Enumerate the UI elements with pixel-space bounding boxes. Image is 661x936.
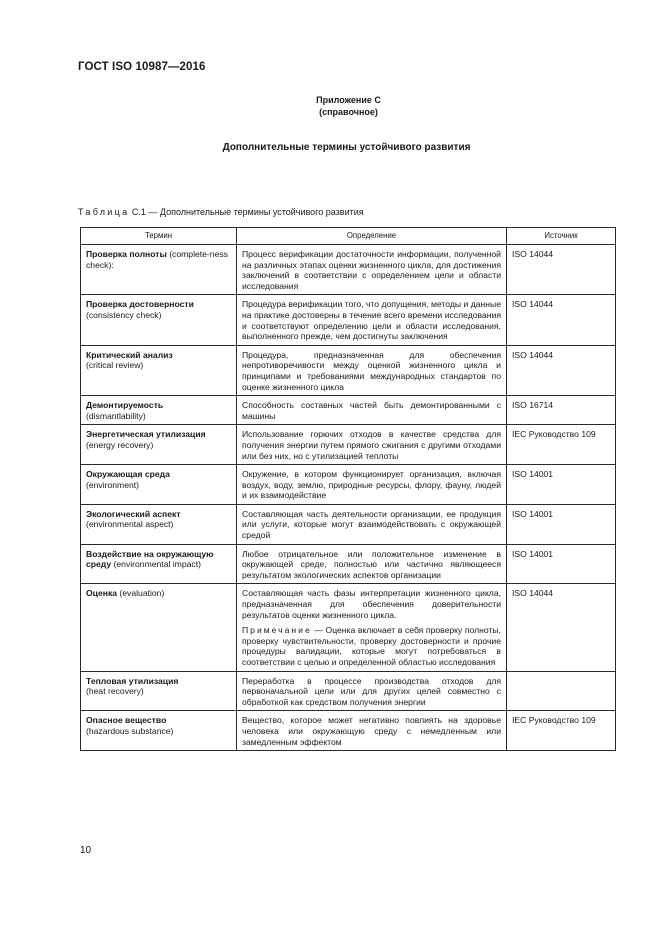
term-ru: Тепловая утилизация	[86, 675, 179, 686]
term-en: (dismantlability)	[86, 410, 146, 421]
source-cell: ISO 14044	[507, 295, 616, 345]
appendix-title: Приложение С	[316, 95, 381, 105]
definition-cell	[237, 544, 507, 584]
source-cell: ISO 14001	[507, 544, 616, 584]
table-header-row	[81, 228, 616, 245]
term-cell	[81, 504, 237, 544]
source-cell	[507, 671, 616, 711]
table-row	[81, 504, 616, 544]
table-row	[81, 245, 616, 295]
page-number: 10	[80, 845, 92, 856]
term-en: (environment)	[86, 479, 140, 490]
definition-text: Вещество, которое может негативно повлиять на здоровье человека или окружающую среду с немедленным или замедленным эффектом	[242, 715, 501, 747]
term-ru: Энергетическая утилизация	[86, 429, 206, 440]
definition-text: Составляющая часть фазы интерпретации жизненного цикла, предназначенная для обеспечения доверительности результатов оценки жизненного цикла.	[242, 588, 501, 620]
term-ru: Проверка достоверности	[86, 299, 194, 310]
section-title	[0, 142, 661, 153]
section-title-text: Дополнительные термины устойчивого развития	[222, 142, 471, 153]
term-cell	[81, 295, 237, 345]
term-en: (hazardous substance)	[86, 725, 174, 736]
term-ru: Оценка	[86, 588, 118, 599]
source-cell: ISO 16714	[507, 396, 616, 425]
note-text: — Оценка включает в себя проверку полноты, проверку чувствительности, проверку достоверности и прочие процедуры валидации, которые могут потребоваться в соответствии с целью и определенной областью исследования	[242, 625, 501, 667]
term-ru: Экологический аспект	[86, 508, 181, 519]
source-cell: ISO 14044	[507, 584, 616, 671]
definition-cell	[237, 584, 507, 671]
term-en: (complete-ness check):	[86, 249, 228, 270]
term-cell	[81, 425, 237, 465]
term-cell	[81, 345, 237, 395]
term-en: (environmental impact)	[111, 559, 201, 570]
term-ru: Критический анализ	[86, 349, 173, 360]
table-caption-label: Таблица	[78, 207, 130, 217]
term-en: (evaluation)	[117, 588, 165, 599]
table-row	[81, 295, 616, 345]
definition-text: Процедура верификации того, что допущения, методы и данные на практике достоверны в течение всего времени исследования и соответствуют определению цели и области исследования, выполненного прежде, чем достигнуты заключения	[242, 299, 501, 342]
terms-table	[80, 227, 616, 751]
definition-cell	[237, 245, 507, 295]
term-ru: Опасное вещество	[86, 715, 167, 726]
source-cell: ISO 14001	[507, 465, 616, 505]
definition-text: Переработка в процессе производства отходов для первоначальной цели или для других целей совместно с обработкой как средством получения энергии	[242, 675, 501, 707]
column-header-source: Источник	[507, 228, 616, 245]
term-en: (heat recovery)	[86, 686, 144, 697]
note-label: Примечание	[242, 625, 312, 636]
definition-cell	[237, 504, 507, 544]
source-cell: ISO 14044	[507, 345, 616, 395]
term-cell	[81, 711, 237, 751]
source-cell: IEC Руководство 109	[507, 425, 616, 465]
term-cell	[81, 465, 237, 505]
definition-note	[242, 625, 501, 667]
table-row	[81, 396, 616, 425]
definition-text: Использование горючих отходов в качестве средства для получения энергии путем прямого сжигания с другими отходами или без них, но с утилизацией теплоты	[242, 429, 501, 461]
definition-cell	[237, 465, 507, 505]
term-en: (environmental aspect)	[86, 519, 174, 530]
column-header-term: Термин	[81, 228, 237, 245]
definition-text: Любое отрицательное или положительное изменение в окружающей среде, полностью или частично являющееся результатом экологических аспектов организации	[242, 548, 501, 580]
definition-text: Способность составных частей быть демонтированными с машины	[242, 400, 501, 421]
term-ru: Окружающая среда	[86, 469, 170, 480]
term-ru: Проверка полноты	[86, 249, 167, 259]
definition-text: Процедура, предназначенная для обеспечения непротиворечивости между оценкой жизненного цикла и принципами и требованиями международных стандартов по оценке жизненного цикла	[242, 349, 501, 392]
table-row	[81, 465, 616, 505]
table-caption	[78, 207, 364, 217]
term-cell	[81, 584, 237, 671]
table-row	[81, 584, 616, 671]
definition-cell	[237, 671, 507, 711]
appendix-type: (справочное)	[319, 107, 378, 117]
definition-cell	[237, 396, 507, 425]
source-cell: IEC Руководство 109	[507, 711, 616, 751]
term-cell	[81, 544, 237, 584]
term-cell	[81, 671, 237, 711]
table-row	[81, 345, 616, 395]
term-en: (critical review)	[86, 360, 144, 371]
appendix-heading	[0, 94, 661, 118]
definition-text: Составляющая часть деятельности организации, ее продукция или услуги, которые могут взаимодействовать с окружающей средой	[242, 508, 501, 541]
term-cell	[81, 396, 237, 425]
definition-cell	[237, 295, 507, 345]
table-row	[81, 671, 616, 711]
table-row	[81, 425, 616, 465]
table-caption-text: С.1 — Дополнительные термины устойчивого развития	[129, 207, 364, 217]
column-header-definition: Определение	[237, 228, 507, 245]
term-ru: Демонтируемость	[86, 400, 164, 411]
definition-text: Окружение, в котором функционирует организация, включая воздух, воду, землю, природные ресурсы, флору, фауну, людей и их взаимодействие	[242, 469, 501, 501]
term-en: (consistency check)	[86, 309, 162, 320]
term-ru: Воздействие на окружающую среду	[86, 548, 214, 570]
term-cell	[81, 245, 237, 295]
source-cell: ISO 14044	[507, 245, 616, 295]
table-row	[81, 544, 616, 584]
definition-cell	[237, 711, 507, 751]
term-en: (energy recovery)	[86, 439, 154, 450]
document-header: ГОСТ ISO 10987—2016	[78, 61, 206, 73]
definition-text: Процесс верификации достаточности информации, полученной на различных этапах оценки жизненного цикла, для достижения заключений в соответствии с определением цели и области исследования	[242, 249, 501, 291]
table-row	[81, 711, 616, 751]
definition-cell	[237, 345, 507, 395]
source-cell: ISO 14001	[507, 504, 616, 544]
definition-cell	[237, 425, 507, 465]
